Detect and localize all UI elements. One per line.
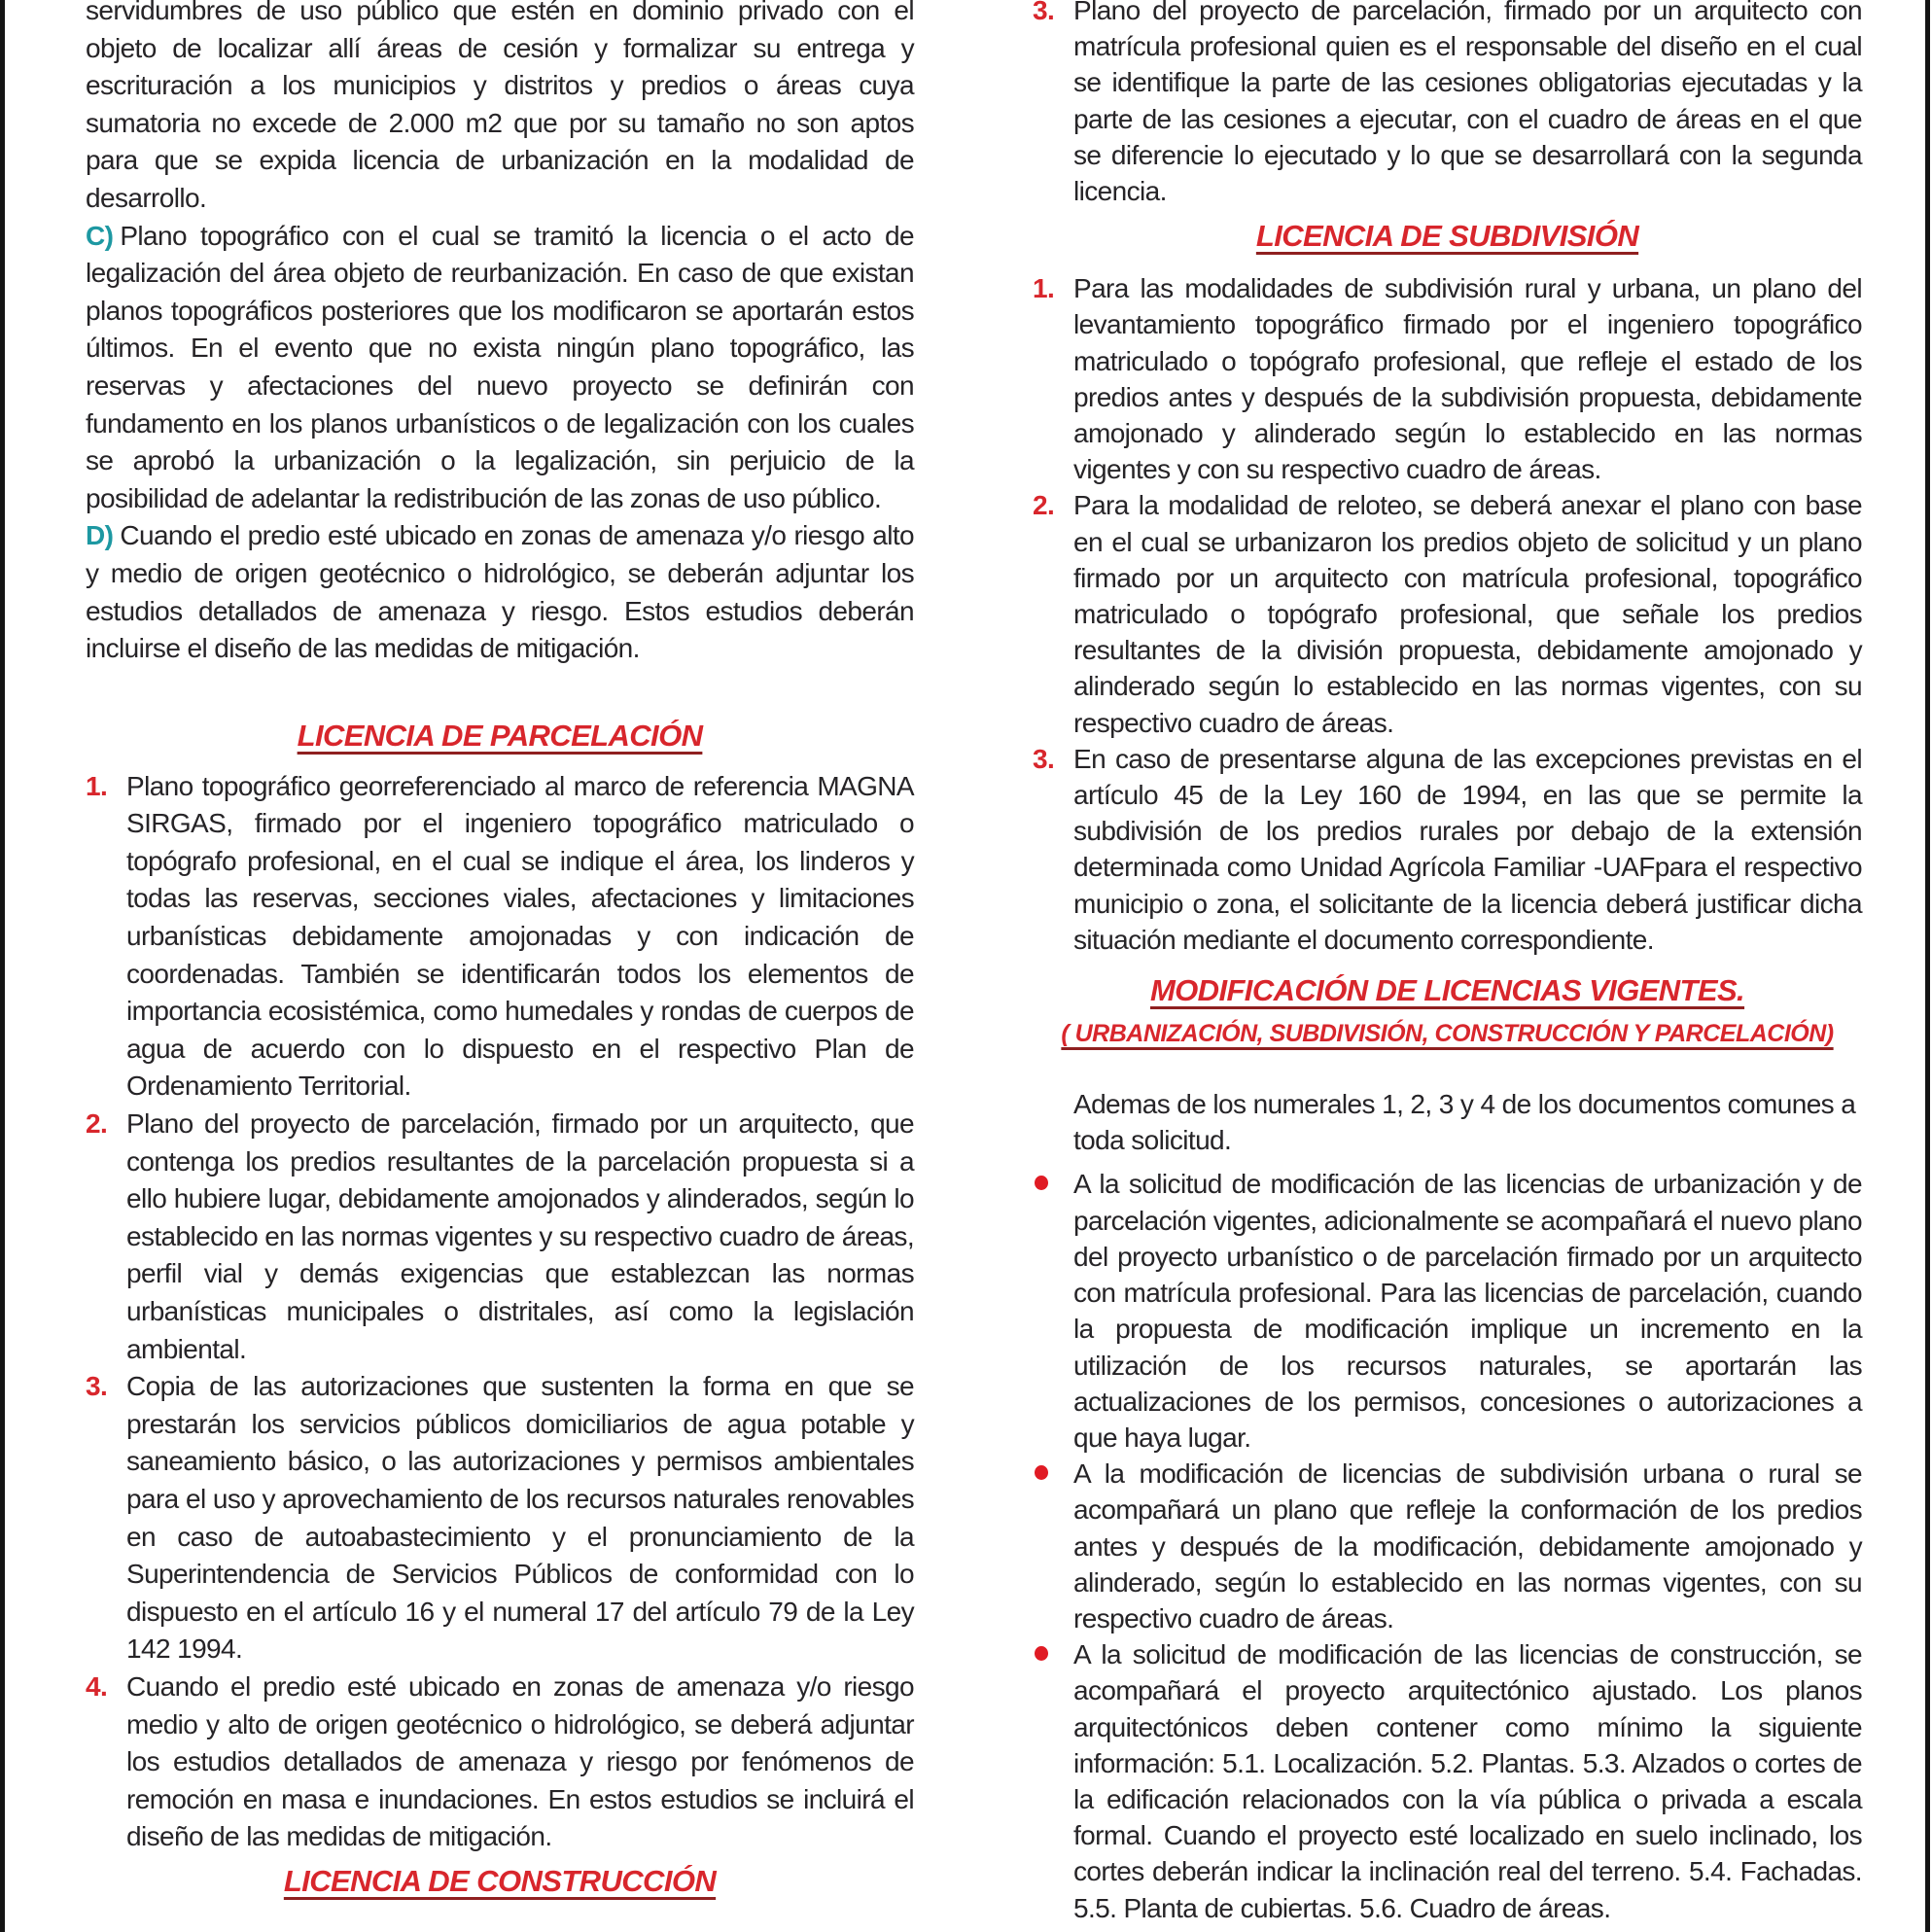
numbered-item-text: Para la modalidad de reloteo, se deberá anexar el plano con base en el cual se urbanizaron los predios objeto de solicitud y un plano firmado por un arquitecto con matrícula profesional, topográfico matriculado o topógrafo profesional, que señale los predios resultantes de la división propuesta, debidamente amojonado y alinderado según lo establecido en las normas vigentes, con su respectivo cuadro de áreas. [1073, 490, 1862, 738]
numbered-item [1033, 270, 1862, 487]
modificacion-intro: Ademas de los numerales 1, 2, 3 y 4 de los documentos comunes a toda solicitud. [1073, 1089, 1856, 1156]
numbered-item [1033, 487, 1862, 740]
numbered-item-text: Para las modalidades de subdivisión rural y urbana, un plano del levantamiento topográfico firmado por el ingeniero topográfico matriculado o topógrafo profesional, que refleje el estado de los predios antes y después de la subdivisión propuesta, debidamente amojonado y alinderado según lo establecido en las normas vigentes y con su respectivo cuadro de áreas. [1073, 273, 1862, 485]
bullet-item [1033, 1636, 1862, 1926]
bullet-item-text: A la solicitud de modificación de las licencias de construcción, se acompañará el proyecto arquitectónico ajustado. Los planos arquitectónicos deben contener como mínimo la siguiente información: 5.1. Localización. 5.2. Plantas. 5.3. Alzados o cortes de la edificación relacionados con la vía pública o privada a escala formal. Cuando el proyecto esté localizado en suelo inclinado, los cortes deberán indicar la inclinación real del terreno. 5.4. Fachadas. 5.5. Planta de cubiertas. 5.6. Cuadro de áreas. [1073, 1639, 1862, 1923]
intro-paragraph: servidumbres de uso público que estén en dominio privado con el objeto de localizar allí áreas de cesión y formalizar su entrega y escrituración a los municipios y distritos y predios o áreas cuya sumatoria no excede de 2.000 m2 que por su tamaño no son aptos para que se expida licencia de urbanización en la modalidad de desarrollo. [86, 0, 914, 213]
item-letter-c: C) [86, 220, 114, 251]
spacer [1033, 1158, 1862, 1166]
bullet-item-text: A la solicitud de modificación de las licencias de urbanización y de parcelación vigentes, adicionalmente se acompañará el nuevo plano del proyecto urbanístico o de parcelación firmado por un arquitecto con matrícula profesional. Para las licencias de parcelación, cuando la propuesta de modificación implique un incremento en la utilización de los recursos naturales, se aportarán las actualizaciones de los permisos, concesiones o autorizaciones a que haya lugar. [1073, 1169, 1862, 1453]
item-number: 3. [1033, 743, 1055, 774]
heading-clipped-bottom: LICENCIA DE CONSTRUCCIÓN [283, 1863, 717, 1898]
item-number: 2. [86, 1108, 108, 1140]
item-number: 3. [86, 1371, 108, 1402]
left-column [86, 0, 914, 1900]
numbered-item [86, 1368, 914, 1669]
item-number: 2. [1033, 490, 1055, 521]
numbered-item-text: Copia de las autorizaciones que sustenten la forma en que se prestarán los servicios públicos domiciliarios de agua potable y saneamiento básico, o las autorizaciones y permisos ambientales para el uso y aprovechamiento de los recursos naturales renovables en caso de autoabastecimiento y el pronunciamiento de la Superintendencia de Servicios Públicos de conformidad con lo dispuesto en el artículo 16 y el numeral 17 del artículo 79 de la Ley 142 1994. [126, 1371, 914, 1665]
heading-modificacion-line2: ( URBANIZACIÓN, SUBDIVISIÓN, CONSTRUCCIÓN Y PARCELACIÓN) [1061, 1020, 1834, 1048]
item-number: 4. [86, 1670, 108, 1702]
numbered-item-text: En caso de presentarse alguna de las excepciones previstas en el artículo 45 de la Ley 160 de 1994, en las que se permite la subdivisión de los predios rurales por debajo de la extensión determinada como Unidad Agrícola Familiar -UAFpara el respectivo municipio o zona, el solicitante de la licencia deberá justificar dicha situación mediante el documento correspondiente. [1073, 743, 1862, 955]
right-column [1033, 0, 1862, 1926]
numbered-item-text: Plano topográfico georreferenciado al marco de referencia MAGNA SIRGAS, firmado por el ingeniero topográfico matriculado o topógrafo profesional, en el cual se indique el área, los linderos y todas las reservas, secciones viales, afectaciones y limitaciones urbanísticas debidamente amojonadas y con indicación de coordenadas. También se identificarán todos los elementos de importancia ecosistémica, como humedales y rondas de cuerpos de agua de acuerdo con lo dispuesto en el respectivo Plan de Ordenamiento Territorial. [126, 770, 914, 1102]
numbered-item-text: Plano del proyecto de parcelación, firmado por un arquitecto con matrícula profesional quien es el responsable del diseño en el cual se identifique la parte de las cesiones obligatorias ejecutadas y la parte de las cesiones a ejecutar, con el cuadro de áreas en el que se diferencie lo ejecutado y lo que se desarrollará con la segunda licencia. [1073, 0, 1862, 207]
numbered-item-text: Cuando el predio esté ubicado en zonas de amenaza y/o riesgo medio y alto de origen geotécnico o hidrológico, se deberá adjuntar los estudios detallados de amenaza y riesgo por fenómenos de remoción en masa e inundaciones. En estos estudios se incluirá el diseño de las medidas de mitigación. [126, 1670, 914, 1852]
item-letter-d: D) [86, 520, 114, 551]
lettered-paragraph-c [86, 218, 914, 518]
heading-modificacion-line1: MODIFICACIÓN DE LICENCIAS VIGENTES. [1149, 973, 1745, 1008]
lettered-paragraph-d-text: Cuando el predio esté ubicado en zonas de amenaza y/o riesgo alto y medio de origen geotécnico o hidrológico, se deberán adjuntar los estudios detallados de amenaza y riesgo. Estos estudios deberán incluirse el diseño de las medidas de mitigación. [86, 520, 914, 664]
bullet-item [1033, 1166, 1862, 1456]
lettered-paragraph-c-text: Plano topográfico con el cual se tramitó la licencia o el acto de legalización del área objeto de reurbanización. En caso de que existan planos topográficos posteriores que los modificaron se aportarán estos últimos. En el evento que no exista ningún plano topográfico, las reservas y afectaciones del nuevo proyecto se definirán con fundamento en los planos urbanísticos o de legalización con los cuales se aprobó la urbanización o la legalización, sin perjuicio de la posibilidad de adelantar la redistribución de las zonas de uso público. [86, 220, 914, 513]
right-page-rule [1925, 0, 1930, 1932]
bullet-icon [1035, 1465, 1048, 1480]
bullet-icon [1035, 1646, 1048, 1661]
item-number: 1. [86, 770, 108, 801]
item-number: 1. [1033, 273, 1055, 304]
numbered-item [1033, 0, 1862, 209]
numbered-item [86, 1669, 914, 1856]
lettered-paragraph-d [86, 517, 914, 667]
item-number: 3. [1033, 0, 1055, 25]
heading-licencia-parcelacion: LICENCIA DE PARCELACIÓN [297, 718, 703, 753]
numbered-item-text: Plano del proyecto de parcelación, firmado por un arquitecto, que contenga los predios resultantes de la parcelación propuesta si a ello hubiere lugar, debidamente amojonados y alinderados, según lo establecido en las normas vigentes y su respectivo cuadro de áreas, perfil vial y demás exigencias que establezcan las normas urbanísticas municipales o distritales, así como la legislación ambiental. [126, 1108, 914, 1364]
bullet-icon [1035, 1176, 1048, 1190]
numbered-item [86, 768, 914, 1106]
numbered-item [86, 1106, 914, 1368]
bullet-item [1033, 1456, 1862, 1636]
bullet-item-text: A la modificación de licencias de subdivisión urbana o rural se acompañará un plano que refleje la conformación de los predios antes y después de la modificación, debidamente amojonado y alinderado, según lo establecido en las normas vigentes, con su respectivo cuadro de áreas. [1073, 1458, 1862, 1633]
numbered-item [1033, 741, 1862, 958]
heading-licencia-subdivision: LICENCIA DE SUBDIVISIÓN [1255, 219, 1639, 254]
left-page-rule [0, 0, 5, 1932]
